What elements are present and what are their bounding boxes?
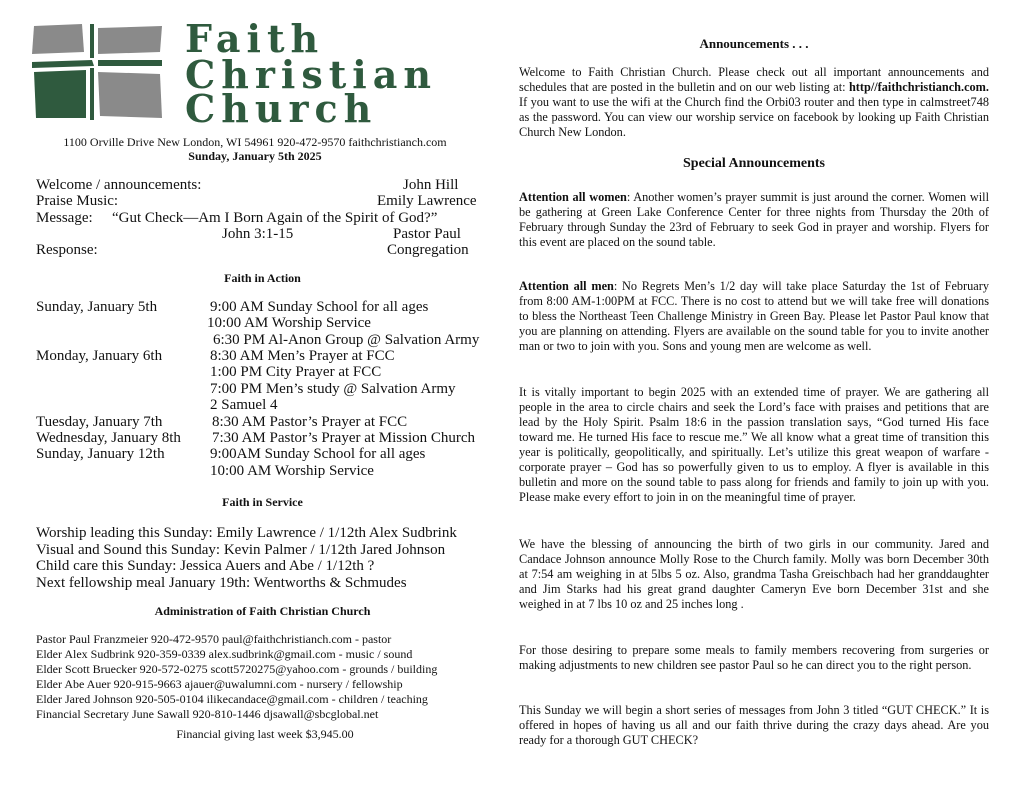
men-text: : No Regrets Men’s 1/2 day will take place Saturday the 1st of February from 8:00 AM-1:00PM at FCC. There is no cost to attend but we will take free will donations to bless the Northeast Teen Challenge Ministry in Green Bay. Please let Pastor Paul know that you are planning on attending. Flyers are available on the sound table for you to invite another man or two to join with you. Sons and young men are welcome as well. xyxy=(519,279,989,353)
admin-line: Elder Scott Bruecker 920-572-0275 scott5720275@yahoo.com - grounds / building xyxy=(36,662,438,676)
action-event: 8:30 AM Men’s Prayer at FCC xyxy=(210,348,395,364)
administration-heading: Administration of Faith Christian Church xyxy=(154,604,371,618)
prayer-text: It is vitally important to begin 2025 with an extended time of prayer. We are gathering all people in the area to circle chairs and seek the Lord’s face with praises and petitions that are lead by the Holy Spirit. Psalm 18:6 in the passion translation says, “God turned His face toward me. He turned His face to rescue me.” We all know what a great time of transition this year is politically, geopolitically, and spiritually. Let’s utilize this great weapon of warfare - corporate prayer – God has so powerfully given to us to employ. A flyer is available in this bulletin and more on the sound table to pass along for friends and family to join up with you. Please make every effort to join in on the meaningful time of prayer. xyxy=(519,385,989,504)
prayer-paragraph xyxy=(519,385,989,505)
births-paragraph xyxy=(519,537,989,612)
order-welcome-name: John Hill xyxy=(403,177,459,193)
admin-line: Elder Alex Sudbrink 920-359-0339 alex.sudbrink@gmail.com - music / sound xyxy=(36,647,413,661)
special-announcements-heading: Special Announcements xyxy=(683,156,825,171)
action-day: Tuesday, January 7th xyxy=(36,414,163,430)
order-message-name: Pastor Paul xyxy=(393,226,461,242)
admin-line: Pastor Paul Franzmeier 920-472-9570 paul@faithchristianch.com - pastor xyxy=(36,632,392,646)
action-day: Sunday, January 12th xyxy=(36,446,165,462)
church-logo-mark xyxy=(32,22,164,120)
admin-line: Financial Secretary June Sawall 920-810-1446 djsawall@sbcglobal.net xyxy=(36,707,379,721)
logo-word-christian: Christian xyxy=(185,52,437,97)
action-event: 9:00 AM Sunday School for all ages xyxy=(210,299,429,315)
faith-in-action-heading: Faith in Action xyxy=(224,271,301,285)
welcome-pre: Welcome to Faith Christian Church. Please check out all important announcements and schedules that are posted in the bulletin and on our web listing at: xyxy=(519,65,989,94)
order-message-title: “Gut Check—Am I Born Again of the Spirit of God?” xyxy=(112,210,438,226)
men-label: Attention all men xyxy=(519,279,614,293)
meals-paragraph xyxy=(519,643,989,673)
action-day: Monday, January 6th xyxy=(36,348,163,364)
service-line: Visual and Sound this Sunday: Kevin Palmer / 1/12th Jared Johnson xyxy=(36,542,446,558)
action-event: 1:00 PM City Prayer at FCC xyxy=(210,364,382,380)
action-event: 10:00 AM Worship Service xyxy=(210,463,374,479)
welcome-paragraph xyxy=(519,65,989,140)
order-welcome-label: Welcome / announcements: xyxy=(36,177,202,193)
service-line: Worship leading this Sunday: Emily Lawrence / 1/12th Alex Sudbrink xyxy=(36,525,457,541)
order-response-label: Response: xyxy=(36,242,98,258)
admin-line: Elder Abe Auer 920-915-9663 ajauer@uwalumni.com - nursery / fellowship xyxy=(36,677,403,691)
order-message-ref: John 3:1-15 xyxy=(222,226,294,242)
financial-giving: Financial giving last week $3,945.00 xyxy=(176,727,354,741)
series-paragraph xyxy=(519,703,989,748)
action-day: Wednesday, January 8th xyxy=(36,430,181,446)
women-text: : Another women’s prayer summit is just around the corner. Women will be gathering at Green Lake Conference Center for three nights from Thursday the 20th of February through Sunday the 23rd of February to seek God in prayer and worship. Flyers for this event are placed on the sound table. xyxy=(519,190,989,249)
action-day: Sunday, January 5th xyxy=(36,299,158,315)
action-event: 8:30 AM Pastor’s Prayer at FCC xyxy=(212,414,408,430)
men-paragraph xyxy=(519,279,989,354)
action-event: 6:30 PM Al-Anon Group @ Salvation Army xyxy=(213,332,480,348)
order-response-name: Congregation xyxy=(387,242,469,258)
website-link[interactable]: http//faithchristianch.com. xyxy=(848,80,989,94)
meals-text: For those desiring to prepare some meals to family members recovering from surgeries or making adjustments to new children see pastor Paul so he can direct you to the right person. xyxy=(519,643,989,672)
faith-in-service-heading: Faith in Service xyxy=(222,495,303,509)
bulletin-date: Sunday, January 5th 2025 xyxy=(188,149,322,163)
women-paragraph xyxy=(519,190,989,250)
order-praise-label: Praise Music: xyxy=(36,193,119,209)
admin-line: Elder Jared Johnson 920-505-0104 ilikecandace@gmail.com - children / teaching xyxy=(36,692,428,706)
order-praise-name: Emily Lawrence xyxy=(377,193,477,209)
action-event: 7:00 PM Men’s study @ Salvation Army xyxy=(210,381,456,397)
women-label: Attention all women xyxy=(519,190,627,204)
church-address: 1100 Orville Drive New London, WI 54961 920-472-9570 faithchristianch.com xyxy=(63,135,447,149)
logo-word-church: Church xyxy=(185,86,378,131)
order-message-label: Message: xyxy=(36,210,93,226)
action-event: 10:00 AM Worship Service xyxy=(207,315,371,331)
births-text: We have the blessing of announcing the birth of two girls in our community. Jared and Candace Johnson announce Molly Rose to the Church family. Molly was born December 30th at 7:54 am weighing in at 5lbs 5 oz. Also, grandma Tasha Greischbach had her granddaughter and Jim Starks had his great grand daughter Cameryn Eve born December 31st and she weighed in at 7 lbs 10 oz and 25 inches long . xyxy=(519,537,989,611)
series-text: This Sunday we will begin a short series of messages from John 3 titled “GUT CHECK.” It is offered in hopes of having us all and our faith thrive during the crazy days ahead. Are you ready for a thorough GUT CHECK? xyxy=(519,703,989,747)
welcome-post: If you want to use the wifi at the Church find the Orbi03 router and then type in calmstreet748 as the password. You can view our worship service on facebook by looking up Faith Christian Church New London. xyxy=(519,95,989,139)
action-event: 9:00AM Sunday School for all ages xyxy=(210,446,426,462)
logo-word-faith: Faith xyxy=(185,16,325,61)
service-line: Next fellowship meal January 19th: Wentworths & Schmudes xyxy=(36,575,407,591)
action-event: 7:30 AM Pastor’s Prayer at Mission Church xyxy=(212,430,476,446)
announcements-heading: Announcements . . . xyxy=(699,36,809,51)
service-line: Child care this Sunday: Jessica Auers and Abe / 1/12th ? xyxy=(36,558,375,574)
action-event: 2 Samuel 4 xyxy=(210,397,278,413)
